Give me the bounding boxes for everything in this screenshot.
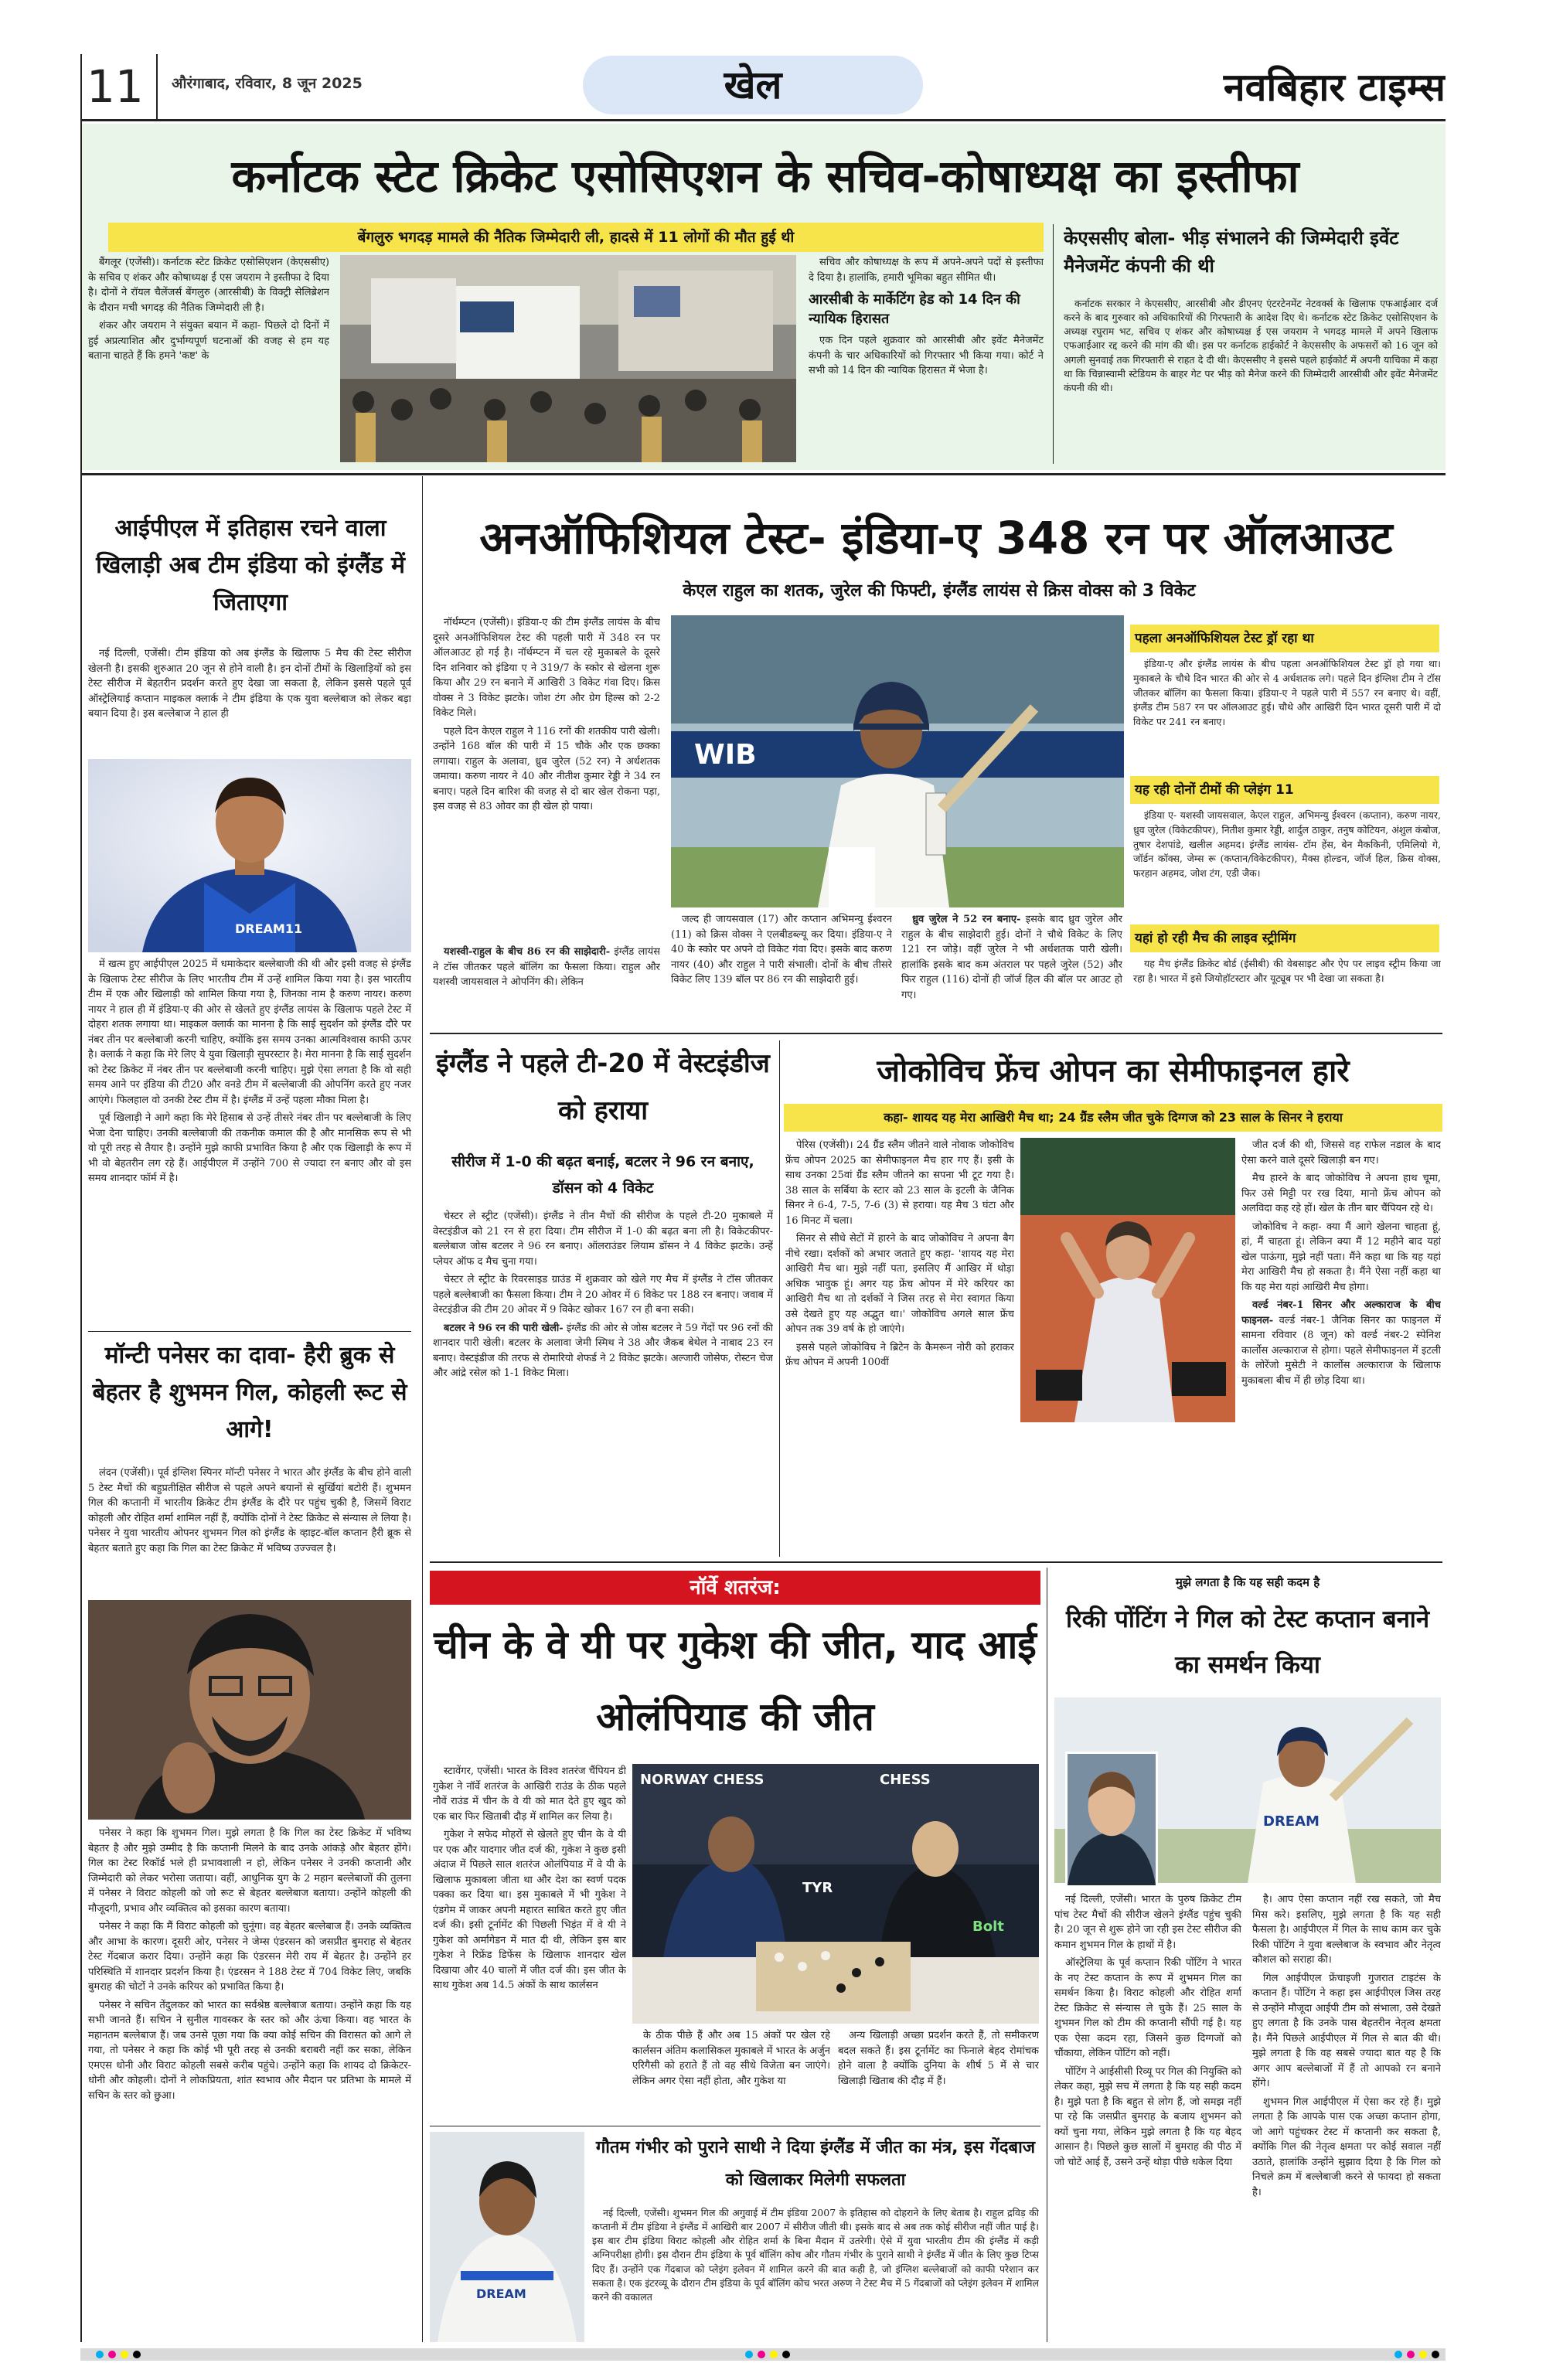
- kca-headline: कर्नाटक स्टेट क्रिकेट एसोसिएशन के सचिव-कोषाध्यक्ष का इस्तीफा: [231, 150, 1299, 203]
- dateline: औरंगाबाद, रविवार, 8 जून 2025: [172, 75, 363, 92]
- kca-side-headline: केएससीए बोला- भीड़ संभालने की जिम्मेदारी इवेंट मैनेजमेंट कंपनी की थी: [1064, 227, 1399, 277]
- djokovic-para-7-wrap: [1241, 1298, 1441, 1388]
- indiaA-bottom-rule: [430, 1033, 1442, 1034]
- indiaA-rahul-photo: [671, 615, 1124, 907]
- kca-side-para: कर्नाटक सरकार ने केएससीए, आरसीबी और डीएनए एंटरटेनमेंट नेटवर्क्स के खिलाफ एफआईआर दर्ज करने के बाद गुरुवार को अधिकारियों की गिरफ्तारी के आदेश दिए थे। कर्नाटक स्टेट क्रिकेट एसोसिएशन के अध्यक्ष रघुराम भट, सचिव ए शंकर और कोषाध्यक्ष ई एस जयराम ने भगदड़ मामले में अपने खिलाफ एफआईआर रद्द करने की मांग की थी। इस पर कर्नाटक हाईकोर्ट ने केएससीए के अफसरों को 16 जून को अगली सुनवाई तक गिरफ्तारी से राहत दे दी थी। केएससीए ने इससे पहले हाईकोर्ट में अपनी याचिका में कहा था कि चिन्नास्वामी स्टेडियम के बाहर गेट पर भीड़ को मैनेज करने की जिम्मेदारी आरसीबी और इवेंट मैनेजमेंट कंपनी की थी।: [1064, 298, 1438, 393]
- monty-para-1: लंदन (एजेंसी)। पूर्व इंग्लिश स्पिनर मॉन्टी पनेसर ने भारत और इंग्लैंड के बीच होने वाली 5 टेस्ट मैचों की बहुप्रतीक्षित सीरीज से पहले अपने बयानों से सुर्खियां बटोरी हैं। शुभमन गिल की कप्तानी में भारतीय क्रिकेट टीम इंग्लैंड के दौरे पर पहुंच चुकी है, जिसमें विराट कोहली और रोहित शर्मा शामिल नहीं हैं, क्योंकि दोनों ने टेस्ट क्रिकेट से संन्यास ले लिया है। पनेसर ने युवा भारतीय ओपनर शुभमन गिल को इंग्लैंड के व्हाइट-बॉल कप्तान हैरी ब्रूक से बेहतर बताते हुए कहा कि गिल का टेस्ट क्रिकेट में भविष्य उज्ज्वल है।: [88, 1467, 411, 1554]
- ipl-headline: आईपीएल में इतिहास रचने वाला खिलाड़ी अब टीम इंडिया को इंग्लैंड में जिताएगा: [96, 515, 405, 616]
- ipl-text-top: [88, 646, 411, 756]
- indiaA-box3-para: यह मैच इंग्लैंड क्रिकेट बोर्ड (ईसीबी) की वेबसाइट और ऐप पर लाइव स्ट्रीम किया जा रहा है। भारत में इसे जियोहॉटस्टार और यूट्यूब पर भी देखा जा सकता है।: [1133, 958, 1441, 984]
- engwi-subheadline: सीरीज में 1-0 की बढ़त बनाई, बटलर ने 96 रन बनाए, डॉसन को 4 विकेट: [451, 1153, 754, 1197]
- chess-photo-label-3: TYR: [802, 1880, 833, 1896]
- djokovic-subhead-1: वर्ल्ड नंबर-1 सिनर और अल्काराज के बीच फाइनल-: [1241, 1299, 1441, 1326]
- chess-column-1: [433, 1764, 626, 2120]
- ipl-text-bottom: [88, 957, 411, 1326]
- indiaA-column-2: [671, 912, 892, 1030]
- djokovic-headline: जोकोविच फ्रेंच ओपन का सेमीफाइनल हारे: [877, 1054, 1350, 1089]
- kca-para-2: शंकर और जयराम ने संयुक्त बयान में कहा- पिछले दो दिनों में हुई अप्रत्याशित और दुर्भाग्यपूर्ण घटनाओं की वजह से हम यह बताना चाहते हैं कि हमने 'कष्ट' के: [88, 320, 329, 362]
- monty-top-rule: [88, 1331, 411, 1332]
- left-column-divider: [422, 476, 423, 2342]
- monty-text-top: [88, 1466, 411, 1595]
- chess-photo-label-1: NORWAY CHESS: [640, 1772, 764, 1788]
- reg-mark-yellow: [121, 2351, 128, 2358]
- indiaA-para-4: जल्द ही जायसवाल (17) और कप्तान अभिमन्यु ईश्वरन (11) को क्रिस वोक्स ने एलबीडब्ल्यू कर दिया। इंडिया-ए ने 40 के स्कोर पर अपने दो विकेट गंवा दिए। इसके बाद करुण नायर (40) और राहुल ने पारी संभाली। दोनों के बीच तीसरे विकेट लिए 139 बॉल पर 86 रन की साझेदारी हुई।: [671, 914, 892, 986]
- reg-mark-cyan: [96, 2351, 104, 2358]
- indiaA-box2-text: [1133, 809, 1441, 918]
- engwi-para-1: चेस्टर ले स्ट्रीट (एजेंसी)। इंग्लैंड ने तीन मैचों की सीरीज के पहले टी-20 मुकाबले में वेस्टइंडीज को 21 रन से हरा दिया। टीम सीरीज में 1-0 की बढ़त बना ली है। विकेटकीपर-बल्लेबाज जोस बटलर ने 96 रन बनाए। ऑलराउंडर लियाम डॉसन ने 4 विकेट झटके। उन्हें प्लेयर ऑफ द मैच चुना गया।: [433, 1210, 773, 1268]
- reg-mark-magenta: [108, 2351, 116, 2358]
- engwi-para-2: चेस्टर ले स्ट्रीट के रिवरसाइड ग्राउंड में शुक्रवार को खेले गए मैच में इंग्लैंड ने टॉस जीतकर पहले बल्लेबाजी का फैसला किया। टीम ने 20 ओवर में 6 विकेट पर 188 रन बनाए। जवाब में वेस्टइंडीज की टीम 20 ओवर में 9 विकेट खोकर 167 रन ही बना सकी।: [433, 1274, 773, 1316]
- djokovic-para-5: मैच हारने के बाद जोकोविच ने अपना हाथ चूमा, फिर उसे मिट्टी पर रख दिया, मानो फ्रेंच ओपन को अलविदा कह रहे हों। खेल के तीन बार चैंपियन रहे थे।: [1241, 1173, 1441, 1214]
- section-title: खेल: [724, 63, 782, 107]
- section-tab: [583, 56, 923, 114]
- ponting-para-2: ऑस्ट्रेलिया के पूर्व कप्तान रिकी पोंटिंग ने भारत के नए टेस्ट कप्तान के रूप में शुभमन गिल का समर्थन किया है। विराट कोहली और रोहित शर्मा टेस्ट क्रिकेट से संन्यास ले चुके हैं। 25 साल के शुभमन गिल को टीम की कप्तानी सौंपी गई है। यह एक ऐसा कदम रहा, जिसने कुछ दिग्गजों को चौंकाया, लेकिन पोंटिंग को नहीं।: [1054, 1957, 1241, 2059]
- kca-para-3: सचिव और कोषाध्यक्ष के रूप में अपने-अपने पदों से इस्तीफा दे दिया है। हालांकि, हमारी भूमिका बहुत सीमित थी।: [809, 257, 1044, 284]
- chess-photo-label-4: Bolt: [972, 1919, 1004, 1935]
- reg-mark-black-3: [1432, 2351, 1439, 2358]
- ponting-jersey-text: DREAM: [1263, 1813, 1320, 1830]
- ponting-portrait: [1065, 1752, 1158, 1888]
- middle-band-rule: [430, 1561, 1442, 1563]
- reg-mark-yellow-2: [770, 2351, 778, 2358]
- djokovic-column-1: [785, 1138, 1014, 1557]
- reg-mark-black: [133, 2351, 141, 2358]
- paper-name: नवबिहार टाइम्स: [1223, 65, 1446, 110]
- chess-headline: चीन के वे यी पर गुकेश की जीत, याद आई ओलंपियाड की जीत: [434, 1622, 1037, 1739]
- indiaA-board-text: WIB: [694, 739, 757, 771]
- indiaA-box3-head: यहां हो रही मैच की लाइव स्ट्रीमिंग: [1130, 924, 1439, 952]
- indiaA-box2-head: यह रही दोनों टीमों की प्लेइंग 11: [1130, 776, 1439, 804]
- indiaA-box1-para: इंडिया-ए और इंग्लैंड लायंस के बीच पहला अनऑफिशियल टेस्ट ड्रॉ हो गया था। मुकाबले के चौथे दिन भारत की ओर से 4 अर्धशतक लगे। पहले दिन इंग्लिश टीम ने टॉस जीतकर बॉलिंग का फैसला किया। इंडिया-ए ने पहले पारी में 557 रन बनाए थे। वहीं, इंग्लैंड टीम 587 रन पर ऑलआउट हुई। चौथे और आखिरी दिन भारत दूसरी पारी में दो विकेट पर 241 रन बनाए।: [1133, 658, 1441, 727]
- masthead: [80, 54, 1446, 119]
- kca-stadium-photo: [340, 255, 796, 462]
- gambhir-photo: [430, 2132, 584, 2342]
- chess-photo-label-2: CHESS: [880, 1772, 931, 1788]
- reg-mark-magenta-2: [758, 2351, 765, 2358]
- indiaA-para-5: इसके बाद ध्रुव जुरेल और राहुल के बीच साझेदारी हुई। दोनों ने चौथे विकेट के लिए 121 रन जोड़े। वहीं जुरेल ने भी अर्धशतक पारी खेली। हालांकि इसके बाद कम अंतराल पर पहले जुरेल (52) और फिर राहुल (116) दोनों ही जॉर्ज हिल की बॉल पर आउट हो गए।: [901, 914, 1122, 1001]
- kca-para-4: एक दिन पहले शुक्रवार को आरसीबी और इवेंट मैनेजमेंट कंपनी के चार अधिकारियों को गिरफ्तार भी किया गया। कोर्ट ने सभी को 14 दिन की न्यायिक हिरासत में भेजा है।: [809, 335, 1044, 377]
- reg-mark-cyan-3: [1394, 2351, 1402, 2358]
- indiaA-subheadline: केएल राहुल का शतक, जुरेल की फिफ्टी, इंग्लैंड लायंस से क्रिस वोक्स को 3 विकेट: [683, 581, 1196, 601]
- ponting-para-6: शुभमन गिल आईपीएल में ऐसा कर रहे हैं। मुझे लगता है कि आपके पास एक अच्छा कप्तान होगा, जो आगे पहुंचकर टेस्ट में कप्तानी कर सकता है, क्योंकि गिल की नेतृत्व क्षमता पर कोई सवाल नहीं उठाते, हालांकि उन्होंने सुझाव दिया है कि गिल को निचले क्रम में बल्लेबाजी करने से फायदा हो सकता है।: [1252, 2096, 1441, 2198]
- chess-para-1: स्टावेंगर, एजेंसी। भारत के विश्व शतरंज चैंपियन डी गुकेश ने नॉर्वे शतरंज के आखिरी राउंड के ठीक पहले नौवें राउंड में चीन के वे यी को मात देते हुए खुद को एक बार फिर खिताबी दौड़ में शामिल कर लिया है।: [433, 1765, 626, 1823]
- chess-para-2: गुकेश ने सफेद मोहरों से खेलते हुए चीन के वे यी पर एक और यादगार जीत दर्ज की, गुकेश ने कुछ इसी अंदाज में पिछले साल शतरंज ओलंपियाड में वे यी के खिलाफ मुकाबला जीता था और देश का स्वर्ण पदक पक्का कर दिया था। इस मुकाबले में भी गुकेश ने एंडगेम में जाकर अपनी महारत साबित करते हुए जीत दर्ज की। इसी टूर्नामेंट की पिछली भिड़ंत में वे यी ने गुकेश को अर्मागेडन में मात दी थी, लेकिन इस बार गुकेश ने रिफ्रेंड डिफेंस के खिलाफ शानदार खेल दिखाया और 40 चालों में जीत दर्ज की। इस जीत के साथ गुकेश अब 14.5 अंकों के साथ कार्लसन: [433, 1829, 626, 1991]
- chess-para-3: के ठीक पीछे हैं और अब 15 अंकों पर खेल रहे कार्लसन अंतिम कलासिकल मुकाबले में भारत के अर्जुन एरिगैसी को हराते हैं तो वह सीधे विजेता बन जाएंगे। लेकिन अगर ऐसा नहीं होता, और गुकेश या: [632, 2030, 830, 2087]
- ponting-para-1: नई दिल्ली, एजेंसी। भारत के पुरुष क्रिकेट टीम पांच टेस्ट मैचों की सीरीज खेलने इंग्लैंड पहुंच चुकी है। 20 जून से शुरू होने जा रही इस टेस्ट सीरीज की कमान शुभमन गिल के हाथों में है।: [1054, 1894, 1241, 1951]
- indiaA-para-5-wrap: [901, 912, 1122, 1003]
- ipl-para-1: नई दिल्ली, एजेंसी। टीम इंडिया को अब इंग्लैंड के खिलाफ 5 मैच की टेस्ट सीरीज खेलनी है। इसकी शुरुआत 20 जून से होने वाली है। इन दोनों टीमों के खिलाड़ियों को इस टेस्ट सीरीज में बेहतरीन प्रदर्शन करते हुए देखा जा सकता है, लेकिन इससे पहले पूर्व ऑस्ट्रेलियाई कप्तान माइकल क्लार्क ने टीम इंडिया के एक युवा बल्लेबाज को लेकर बड़ा बयान दिया है। इस बल्लेबाज ने हाल ही: [88, 648, 411, 720]
- djokovic-para-3: इससे पहले जोकोविच ने ब्रिटेन के कैमरून नोरी को हराकर फ्रेंच ओपन में अपनी 100वीं: [785, 1341, 1014, 1368]
- ipl-player-photo: [88, 759, 411, 952]
- reg-mark-cyan-2: [745, 2351, 753, 2358]
- chess-para-4: अन्य खिलाड़ी अच्छा प्रदर्शन करते हैं, तो समीकरण बदल सकते हैं। इस टूर्नामेंट का फिनाले बेहद रोमांचक होने वाला है क्योंकि दुनिया के शीर्ष 5 में से चार खिलाड़ी खिताब की दौड़ में हैं।: [838, 2030, 1039, 2087]
- gambhir-text: [592, 2206, 1039, 2342]
- chess-photo: [632, 1764, 1039, 2024]
- engwi-text: [433, 1209, 773, 1557]
- ponting-column-1: [1054, 1892, 1241, 2342]
- monty-headline: मॉन्टी पनेसर का दावा- हैरी ब्रुक से बेहतर है शुभमन गिल, कोहली रूट से आगे!: [92, 1342, 407, 1443]
- engwi-para-3-wrap: [433, 1321, 773, 1381]
- engwi-headline: इंग्लैंड ने पहले टी-20 में वेस्टइंडीज को हराया: [436, 1048, 770, 1127]
- chess-column-2: [632, 2028, 830, 2120]
- page-number: 11: [87, 60, 144, 113]
- indiaA-para-3-wrap: [433, 945, 660, 990]
- monty-para-3: पनेसर ने कहा कि मैं विराट कोहली को चुनूंगा। वह बेहतर बल्लेबाज हैं। उनके व्यक्तित्व और आभा के कारण। दूसरी ओर, पनेसर ने जेम्स एंडरसन को जसप्रीत बुमराह से बेहतर टेस्ट गेंदबाज करार दिया। उन्होंने कहा कि एंडरसन मेरी राय में बेहतर है। उन्होंने हर परिस्थिति में शानदार प्रदर्शन किया है। एंडरसन ने 188 टेस्ट में 704 विकेट लिए, जबकि बुमराह की चोटों ने उनके करियर को प्रभावित किया है।: [88, 1921, 411, 1993]
- indiaA-box3-text: [1133, 957, 1441, 1027]
- masthead-rule: [80, 119, 1446, 121]
- chess-column-3: [838, 2028, 1039, 2120]
- djokovic-para-7: वर्ल्ड नंबर-1 जैनिक सिनर का फाइनल में सामना रविवार (8 जून) को वर्ल्ड नंबर-2 स्पेनिश कार्लोस अल्काराज से होगा। पहले सेमीफाइनल में इटली के लोरेंजो मुसेटी ने कार्लोस अल्काराज के खिलाफ मुकाबला बीच में ही छोड़ दिया था।: [1241, 1314, 1441, 1387]
- indiaA-para-2: पहले दिन केएल राहुल ने 116 रनों की शतकीय पारी खेली। उन्होंने 168 बॉल की पारी में 15 चौके और एक छक्का लगाया। राहुल के अलावा, ध्रुव जुरेल (52 रन) ने अर्धशतक जमाया। करुण नायर ने 40 और नीतीश कुमार रेड्डी ने 34 रन बनाए। पहले दिन बारिश की वजह से दो बार खेल रोकना पड़ा, इस वजह से 83 ओवर का ही खेल हो पाया।: [433, 725, 660, 812]
- engwi-subhead-1: बटलर ने 96 रन की पारी खेली-: [444, 1322, 564, 1334]
- indiaA-para-3: इंग्लैंड लायंस ने टॉस जीतकर पहले बॉलिंग का फैसला किया। राहुल और यशस्वी जायसवाल ने ओपनिंग की। लेकिन: [433, 946, 660, 988]
- djokovic-strap: कहा- शायद यह मेरा आखिरी मैच था; 24 ग्रैंड स्लैम जीत चुके दिग्गज को 23 साल के सिनर ने हराया: [784, 1104, 1442, 1132]
- indiaA-column-1-cont: [433, 945, 660, 1030]
- registration-bar: [80, 2348, 1446, 2361]
- indiaA-box2-para: इंडिया ए- यशस्वी जायसवाल, केएल राहुल, अभिमन्यु ईश्वरन (कप्तान), करुण नायर, ध्रुव जुरेल (विकेटकीपर), नितीश कुमार रेड्डी, शार्दुल ठाकुर, तनुष कोटियन, अंशुल कंबोज, तुषार देशपांडे, खलील अहमद। इंग्लैंड लायंस- टॉम हेंस, बेन मैककिनी, एमिलियो गे, जॉर्डन कॉक्स, जेम्स रू (कप्तान/विकेटकीपर), मैक्स होल्डन, जॉर्ज हिल, क्रिस वोक्स, फरहान अहमद, जोश टंग, एडी जैक।: [1133, 809, 1441, 879]
- kca-para-1: बैंगलूर (एजेंसी)। कर्नाटक स्टेट क्रिकेट एसोसिएशन (केएससीए) के सचिव ए शंकर और कोषाध्यक्ष ई एस जयराम ने इस्तीफा दे दिया है। दोनों ने रॉयल चैलेंजर्स बेंगलुरु (आरसीबी) के विक्ट्री सेलिब्रेशन के दौरान मची भगदड़ की नैतिक जिम्मेदारी ली है।: [88, 257, 329, 314]
- engwi-para-3: इंग्लैंड की ओर से जोस बटलर ने 59 गेंदों पर 96 रनों की शानदार पारी खेली। बटलर के अलावा जेमी स्मिथ ने 38 और जैकब बेथेल ने नाबाद 23 रन बनाए। वेस्टइंडीज की तरफ से रोमारियो शेफर्ड ने 2 विकेट झटके। अल्जारी जोसेफ, रोस्टन चेज और आंद्रे रसेल को 1-1 विकेट मिला।: [433, 1322, 773, 1379]
- djokovic-para-1: पेरिस (एजेंसी)। 24 ग्रैंड स्लैम जीतने वाले नोवाक जोकोविच फ्रेंच ओपन 2025 का सेमीफाइनल मैच हार गए हैं। इसी के साथ उनका 25वां ग्रैंड स्लैम जीतने का सपना भी टूट गया है। 38 साल के सर्बिया के स्टार को 23 साल के इटली के जैनिक सिनर ने 6-4, 7-5, 7-6 (3) से हराया। यह मैच 3 घंटा और 16 मिनट में चला।: [785, 1139, 1014, 1227]
- ponting-para-3: पोंटिंग ने आईसीसी रिव्यू पर गिल की नियुक्ति को लेकर कहा, मुझे सच में लगता है कि यह सही कदम है। मुझे पता है कि बहुत से लोग हैं, जो समझ नहीं पा रहे कि जसप्रीत बुमराह के बजाय शुभमन को क्यों चुना गया, लेकिन मुझे लगता है कि यह बेहद आसान है। पिछले कुछ सालों में बुमराह की पीठ में जो चोटें आई हैं, उसने उन्हें थोड़ा पीछे धकेल दिया: [1054, 2065, 1241, 2168]
- djokovic-para-4: जीत दर्ज की थी, जिससे वह राफेल नडाल के बाद ऐसा करने वाले दूसरे खिलाड़ी बन गए।: [1241, 1139, 1441, 1166]
- ponting-column-2: [1252, 1892, 1441, 2342]
- ipl-jersey-text: DREAM11: [235, 921, 303, 936]
- monty-para-2: पनेसर ने कहा कि शुभमन गिल। मुझे लगता है कि गिल का टेस्ट क्रिकेट में भविष्य बेहतर है और मुझे उम्मीद है कि कप्तानी मिलने के बाद उनके आंकड़े और बेहतर होंगे। गिल का टेस्ट रिकॉर्ड भले ही प्रभावशाली न हो, लेकिन पनेसर ने उनकी कप्तानी और जिम्मेदारी को लेकर भरोसा जताया। वहीं, आधुनिक युग के 2 महान बल्लेबाजों की तुलना में पनेसर ने विराट कोहली को जो रूट से बेहतर बल्लेबाज बताया। उन्होंने कोहली की मौजूदगी, प्रभाव और व्यक्तित्व को इसका कारण बताया।: [88, 1827, 411, 1915]
- ponting-headline: रिकी पोंटिंग ने गिल को टेस्ट कप्तान बनाने का समर्थन किया: [1065, 1605, 1430, 1679]
- page-number-divider: [156, 54, 158, 119]
- gambhir-jersey-text: DREAM: [476, 2286, 526, 2301]
- indiaA-subhead-2: ध्रुव जुरेल ने 52 रन बनाए-: [912, 914, 1021, 925]
- ipl-para-2: में खत्म हुए आईपीएल 2025 में धमाकेदार बल्लेबाजी की थी और इसी वजह से इंग्लैंड के खिलाफ टेस्ट सीरीज के लिए भारतीय टीम में उन्हें शामिल किया गया है। इस भारतीय टीम में एक और खिलाड़ी को शामिल किया गया है, जिनका नाम है करुण नायर। करुण नायर ने हाल ही में इंडिया-ए की ओर से खेलते हुए इंग्लैंड लायंस के खिलाफ पहले टेस्ट में दोहरा शतक लगाया था। माइकल क्लार्क का मानना है कि साई सुदर्शन को इंग्लैंड दौरे पर नंबर तीन पर बल्लेबाजी करनी चाहिए, क्योंकि इस समय उनका आत्मविश्वास काफी ऊपर है। क्लार्क ने कहा कि मेरे लिए ये युवा खिलाड़ी सुपरस्टार है। मेरा मानना है कि साई सुदर्शन को टेस्ट क्रिकेट में नंबर तीन पर बल्लेबाजी करनी चाहिए। मुझे ऐसा लगता है कि वो सही समय आने पर इंडिया की टी20 और वनडे टीम में बल्लेबाजी की ओपनिंग करते हुए नजर आएंगे। फिलहाल वो उनकी टेस्ट टीम में है। इंग्लैंड में उन्हें पहला मौका मिला है।: [88, 958, 411, 1106]
- kca-column-3: [809, 255, 1044, 464]
- ipl-para-3: पूर्व खिलाड़ी ने आगे कहा कि मेरे हिसाब से उन्हें तीसरे नंबर तीन पर बल्लेबाजी के लिए भेजा देना चाहिए। उनकी बल्लेबाजी की तकनीक कमाल की है और मानसिक रूप से भी वो पूरी तरह से तैयार है। उन्होंने मुझे काफी प्रभावित किया है और एक खिलाड़ी के रूप में भी वो बेहतरीन लग रहे हैं। आईपीएल में उन्होंने 700 से ज्यादा रन बनाए और वो इस समय शानदार फॉर्म में है।: [88, 1112, 411, 1184]
- indiaA-box1-text: [1133, 657, 1441, 771]
- indiaA-para-1: नॉर्थम्प्टन (एजेंसी)। इंडिया-ए की टीम इंग्लैंड लायंस के बीच दूसरे अनऑफिशियल टेस्ट की पहली पारी में 348 रन पर ऑलआउट हो गई है। नॉर्थम्प्टन में चल रहे मुकाबले के दूसरे दिन शनिवार को इंडिया ए ने 319/7 के स्कोर से खेलना शुरू किया और 29 रन बनाने में आखिरी 3 विकेट गंवा दिए। क्रिस वोक्स ने 3 विकेट झटके। जोश टंग और ग्रेग हिल्स को 2-2 विकेट मिले।: [433, 617, 660, 719]
- djokovic-para-6: जोकोविच ने कहा- क्या मैं आगे खेलना चाहता हूं, हां, मैं चाहता हूं। लेकिन क्या मैं 12 महीने बाद यहां खेल पाऊंगा, मुझे नहीं पता। मैंने कहा था कि यह यहां मेरा आखिरी मैच हो सकता है। मैंने ऐसा नहीं कहा था कि यह मेरा यहां आखिरी मैच होगा।: [1241, 1221, 1441, 1293]
- kca-strap: बेंगलुरु भगदड़ मामले की नैतिक जिम्मेदारी ली, हादसे में 11 लोगों की मौत हुई थी: [108, 223, 1044, 252]
- chess-tag-text: नॉर्वे शतरंज:: [690, 1576, 781, 1599]
- djokovic-column-3: [1241, 1138, 1441, 1557]
- kca-side-divider: [1053, 224, 1054, 464]
- djokovic-photo: [1020, 1138, 1235, 1422]
- kca-side-text: [1064, 297, 1438, 464]
- reg-mark-black-2: [782, 2351, 790, 2358]
- kca-subhead-1: आरसीबी के मार्केटिंग हेड को 14 दिन की न्यायिक हिरासत: [809, 291, 1020, 328]
- reg-mark-yellow-3: [1419, 2351, 1427, 2358]
- kca-bottom-rule: [82, 473, 1446, 475]
- chess-tag: [430, 1571, 1040, 1605]
- monty-para-4: पनेसर ने सचिन तेंदुलकर को भारत का सर्वश्रेष्ठ बल्लेबाज बताया। उन्होंने कहा कि यह सभी जानते हैं। सचिन ने सुनील गावस्कर के स्तर को और ऊंचा किया। वह भारत के महानतम बल्लेबाज हैं। जब उनसे पूछा गया कि क्या कोई सचिन की विरासत को आगे ले गया, तो पनेसर ने कहा कि कोई भी पूरी तरह से उनकी बराबरी नहीं कर सका, लेकिन एमएस धोनी और विराट कोहली सबसे करीब पहुंचे। उन्होंने कहा कि शायद दो क्रिकेटर- धोनी और कोहली। दोनों ने लोकप्रियता, शांत स्वभाव और मैदान पर प्रतिभा के मामले में सचिन के स्तर को छुआ।: [88, 1999, 411, 2102]
- kca-column-1: [88, 255, 329, 464]
- gambhir-headline: गौतम गंभीर को पुराने साथी ने दिया इंग्लैंड में जीत का मंत्र, इस गेंदबाज को खिलाकर मिलेगी सफलता: [595, 2138, 1036, 2190]
- ponting-para-4: है। आप ऐसा कप्तान नहीं रख सकते, जो मैच मिस करे। इसलिए, मुझे लगता है कि यह सही फैसला है। आईपीएल में गिल के साथ काम कर चुके रिकी पोंटिंग ने युवा बल्लेबाज के स्वभाव और नेतृत्व कौशल को सराहा की।: [1252, 1894, 1441, 1966]
- indiaA-box1-head: पहला अनऑफिशियल टेस्ट ड्रॉ रहा था: [1130, 625, 1439, 652]
- monty-text-bottom: [88, 1826, 411, 2342]
- djokovic-para-2: सिनर से सीधे सेटों में हारने के बाद जोकोविच ने अपना बैग नीचे रखा। दर्शकों को अभार जताते हुए कहा- 'शायद यह मेरा आखिरी मैच था। मुझे नहीं पता, इसलिए मैं आखिर में थोड़ा अधिक भावुक हूं। अगर यह फ्रेंच ओपन में मेरे करियर का आखिरी मैच था तो दर्शकों ने जिस तरह से मेरा स्वागत किया उसे देखते हुए यह अद्भुत था।' जोकोविच अगले साल फ्रेंच ओपन तक 39 वर्ष के हो जाएंगे।: [785, 1233, 1014, 1335]
- indiaA-headline: अनऑफिशियल टेस्ट- इंडिया-ए 348 रन पर ऑलआउट: [479, 512, 1393, 564]
- gambhir-para-1: नई दिल्ली, एजेंसी। शुभमन गिल की अगुवाई में टीम इंडिया 2007 के इतिहास को दोहराने के लिए बेताब है। राहुल द्रविड़ की कप्तानी में टीम इंडिया ने इंग्लैंड में आखिरी बार 2007 में सीरीज जीती थी। इसके बाद से अब तक कोई सीरीज नहीं जीत पाई है। इस बार टीम इंडिया विराट कोहली और रोहित शर्मा के बिना मैदान में उतरेगी। ऐसे में युवा भारतीय टीम की इंग्लैंड में कड़ी अग्निपरीक्षा होगी। इस दौरान टीम इंडिया के पूर्व बॉलिंग कोच और गौतम गंभीर के पुराने साथी ने इंग्लैंड में जीत के लिए कुछ टिप्स दिए हैं। उन्होंने एक गेंदबाज को प्लेइंग इलेवन में शामिल करने की बात कही है, जो इंग्लिश बल्लेबाजों को काफी परेशान कर सकता है। एक इंटरव्यू के दौरान टीम इंडिया के पूर्व बॉलिंग कोच भरत अरुण ने टेस्ट मैच में 5 गेंदबाजों को प्लेइंग इलेवन में शामिल करने की वकालत: [592, 2207, 1039, 2303]
- reg-mark-magenta-3: [1407, 2351, 1415, 2358]
- indiaA-subhead-1: यशस्वी-राहुल के बीच 86 रन की साझेदारी-: [444, 946, 611, 958]
- engwi-divider: [779, 1040, 780, 1557]
- monty-photo: [88, 1600, 411, 1820]
- ponting-para-5: गिल आईपीएल फ्रेंचाइजी गुजरात टाइटंस के कप्तान हैं। पोंटिंग ने कहा इस आईपीएल जिस तरह से उन्होंने मौजूदा आईपी टीम को संभाला, उसे देखते हुए लगता है कि उनके पास बेहतरीन नेतृत्व क्षमता है। मैंने पिछले आईपीएल में गिल से बात की थी। मुझे लगता है कि वह सबसे ज्यादा बात यह है कि अगर आप बल्लेबाजों में हैं तो आपको रन बनाने होंगे।: [1252, 1972, 1441, 2089]
- ponting-kicker: मुझे लगता है कि यह सही कदम है: [1175, 1575, 1320, 1589]
- indiaA-column-3: [901, 912, 1122, 1030]
- indiaA-column-1: [433, 615, 660, 945]
